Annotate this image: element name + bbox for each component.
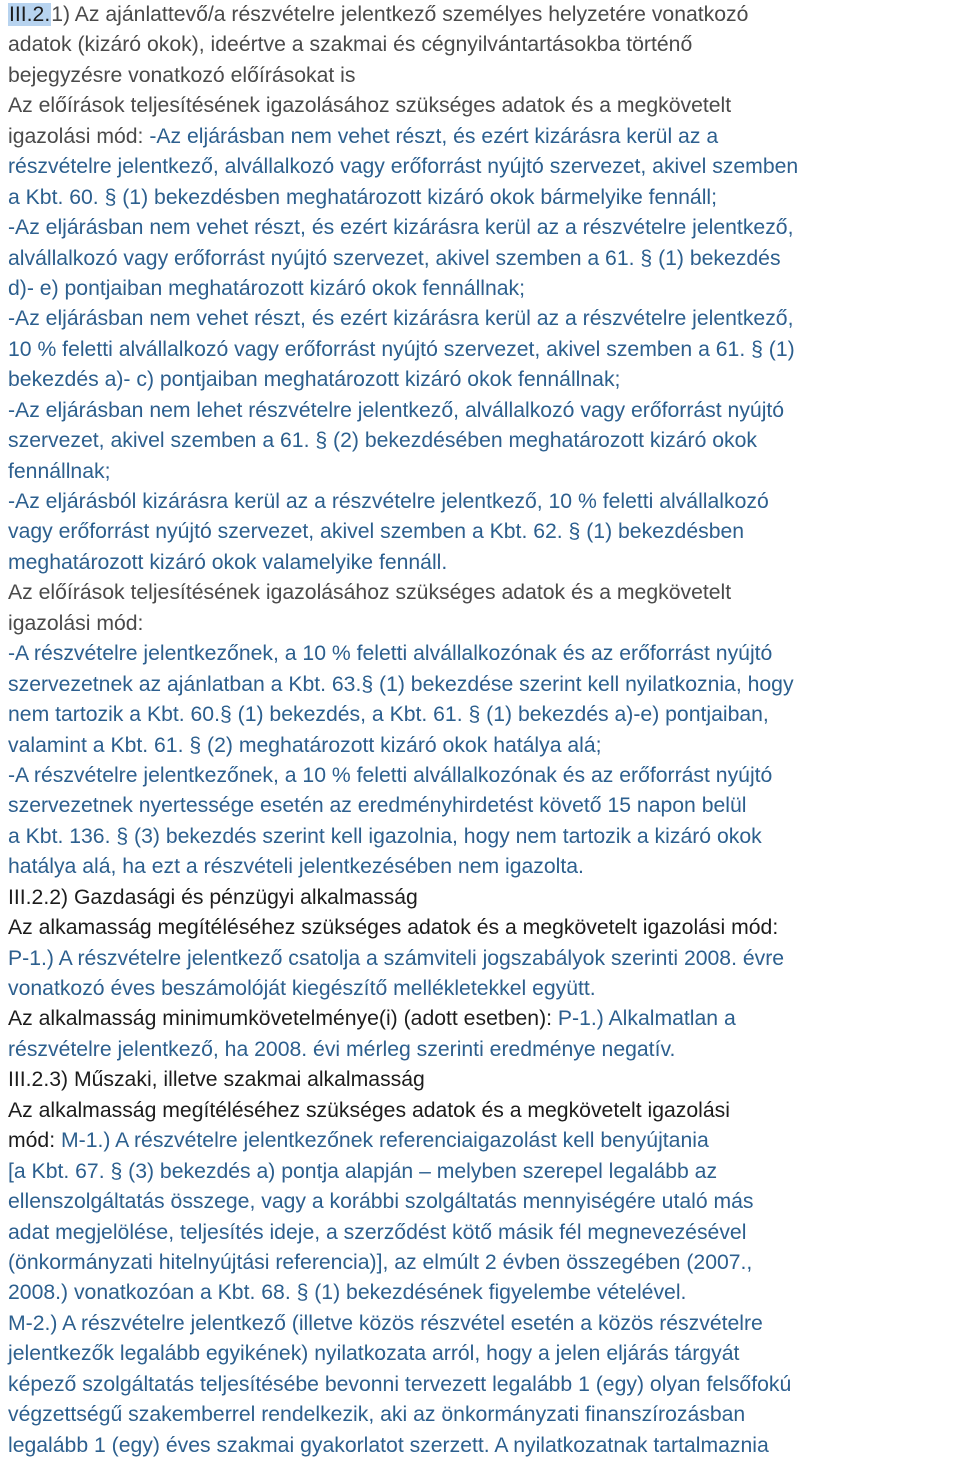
text-segment: (önkormányzati hitelnyújtási referencia)], az elmúlt 2 évben összegében (2007., [8,1250,753,1274]
text-segment: Az alkalmasság minimumkövetelménye(i) (adott esetben): [8,1007,558,1031]
text-line [8,1370,954,1400]
text-line [8,61,954,91]
text-line [8,457,954,487]
text-segment: hatálya alá, ha ezt a részvételi jelentkezésében nem igazolta. [8,855,584,879]
text-line [8,1218,954,1248]
text-segment: -A részvételre jelentkezőnek, a 10 % feletti alvállalkozónak és az erőforrást nyújtó [8,763,773,787]
text-line [8,578,954,608]
text-segment: ellenszolgáltatás összege, vagy a korábbi szolgáltatás mennyiségére utaló más [8,1190,754,1214]
highlighted-text: III.2. [9,3,51,26]
text-line [8,1187,954,1217]
text-segment: -A részvételre jelentkezőnek, a 10 % feletti alvállalkozónak és az erőforrást nyújtó [8,642,773,666]
text-segment: -Az eljárásban nem vehet részt, és ezért kizárásra kerül az a [149,124,719,148]
text-segment: szervezetnek az ajánlatban a Kbt. 63.§ (1) bekezdése szerint kell nyilatkoznia, hogy [8,672,794,696]
text-segment: Az alkamasság megítéléséhez szükséges adatok és a megkövetelt igazolási mód: [8,916,779,940]
text-segment: -Az eljárásban nem vehet részt, és ezért kizárásra kerül az a részvételre jelentkező, [8,216,794,240]
text-line [8,426,954,456]
text-line [8,152,954,182]
text-segment: Az alkalmasság megítéléséhez szükséges adatok és a megkövetelt igazolási [8,1098,730,1122]
text-line [8,30,954,60]
text-line [8,913,954,943]
text-segment: jelentkezők legalább egyikének) nyilatkozata arról, hogy a jelen eljárás tárgyát [8,1342,740,1366]
text-line [8,1339,954,1369]
text-segment: meghatározott kizáró okok valamelyike fennáll. [8,550,448,574]
text-line [8,639,954,669]
text-line [8,1035,954,1065]
text-segment: igazolási mód: [8,611,144,635]
text-line [8,122,954,152]
text-line [8,1126,954,1156]
text-line [8,852,954,882]
text-segment: képező szolgáltatás teljesítésébe bevonni tervezett legalább 1 (egy) olyan felsőfokú [8,1372,792,1396]
text-line [8,335,954,365]
text-segment: P-1.) A részvételre jelentkező csatolja a számviteli jogszabályok szerinti 2008. évre [8,946,785,970]
text-line [8,609,954,639]
text-segment: 1) Az ajánlattevő/a részvételre jelentkező személyes helyzetére vonatkozó [51,3,749,26]
text-line [8,396,954,426]
text-segment: valamint a Kbt. 61. § (2) meghatározott kizáró okok hatálya alá; [8,733,602,757]
text-line [8,304,954,334]
text-line [8,365,954,395]
text-line [8,1400,954,1430]
text-segment: [a Kbt. 67. § (3) bekezdés a) pontja alapján – melyben szerepel legalább az [8,1159,718,1183]
text-line [8,487,954,517]
text-line [8,731,954,761]
text-line [8,1004,954,1034]
text-segment: M-1.) A részvételre jelentkezőnek referenciaigazolást kell benyújtania [61,1129,709,1153]
text-segment: nem tartozik a Kbt. 60.§ (1) bekezdés, a Kbt. 61. § (1) bekezdés a)-e) pontjaiban, [8,703,769,727]
text-segment: 2008.) vonatkozóan a Kbt. 68. § (1) bekezdésének figyelembe vételével. [8,1281,687,1305]
text-segment: -Az eljárásban nem lehet részvételre jelentkező, alvállalkozó vagy erőforrást nyújtó [8,398,785,422]
text-segment: -Az eljárásban nem vehet részt, és ezért kizárásra kerül az a részvételre jelentkező, [8,307,794,331]
text-line [8,883,954,913]
text-line [8,91,954,121]
text-segment: szervezetnek nyertessége esetén az eredményhirdetést követő 15 napon belül [8,794,747,818]
text-segment: legalább 1 (egy) éves szakmai gyakorlatot szerzett. A nyilatkozatnak tartalmaznia [8,1433,769,1457]
text-line [8,1431,954,1461]
text-line [8,1096,954,1126]
text-segment: részvételre jelentkező, ha 2008. évi mérleg szerinti eredménye negatív. [8,1037,676,1061]
text-line [8,0,954,30]
text-line [8,944,954,974]
text-line [8,517,954,547]
text-segment: mód: [8,1129,61,1153]
text-segment: fennállnak; [8,459,111,483]
text-segment: a Kbt. 60. § (1) bekezdésben meghatározott kizáró okok bármelyike fennáll; [8,185,717,209]
text-line [8,548,954,578]
text-line [8,183,954,213]
text-segment: 10 % feletti alvállalkozó vagy erőforrást nyújtó szervezet, akivel szemben a 61. § (1) [8,337,795,361]
text-segment: -Az eljárásból kizárásra kerül az a részvételre jelentkező, 10 % feletti alvállalkozó [8,490,769,513]
text-segment: igazolási mód: [8,124,150,148]
text-segment: végzettségű szakemberrel rendelkezik, aki az önkormányzati finanszírozásban [8,1403,746,1427]
text-segment: alvállalkozó vagy erőforrást nyújtó szervezet, akivel szemben a 61. § (1) bekezdés [8,246,781,270]
text-segment: d)- e) pontjaiban meghatározott kizáró okok fennállnak; [8,276,526,300]
text-line [8,822,954,852]
text-line [8,213,954,243]
text-segment: vonatkozó éves beszámolóját kiegészítő mellékletekkel együtt. [8,977,596,1000]
text-line [8,974,954,1004]
text-line [8,1065,954,1095]
text-segment: részvételre jelentkező, alvállalkozó vagy erőforrást nyújtó szervezet, akivel szemben [8,155,799,179]
text-segment: III.2.2) Gazdasági és pénzügyi alkalmasság [8,885,418,909]
text-segment: adatok (kizáró okok), ideértve a szakmai és cégnyilvántartásokba történő [8,33,693,57]
text-segment: bejegyzésre vonatkozó előírásokat is [8,63,356,87]
text-line [8,1248,954,1278]
text-segment: Az előírások teljesítésének igazolásához szükséges adatok és a megkövetelt [8,581,732,605]
text-segment: vagy erőforrást nyújtó szervezet, akivel szemben a Kbt. 62. § (1) bekezdésben [8,520,745,544]
text-line [8,1278,954,1308]
text-line [8,670,954,700]
text-segment: a Kbt. 136. § (3) bekezdés szerint kell igazolnia, hogy nem tartozik a kizáró okok [8,824,762,848]
text-segment: M-2.) A részvételre jelentkező (illetve közös részvétel esetén a közös részvételre [8,1311,763,1335]
text-line [8,244,954,274]
text-line [8,274,954,304]
text-line [8,761,954,791]
text-line [8,1309,954,1339]
text-line [8,791,954,821]
text-segment: P-1.) Alkalmatlan a [557,1007,736,1031]
text-segment: III.2.3) Műszaki, illetve szakmai alkalmasság [8,1068,425,1092]
text-line [8,1157,954,1187]
document-page [8,0,954,1461]
text-segment: bekezdés a)- c) pontjaiban meghatározott kizáró okok fennállnak; [8,368,621,392]
text-segment: adat megjelölése, teljesítés ideje, a szerződést kötő másik fél megnevezésével [8,1220,747,1244]
text-line [8,700,954,730]
text-segment: Az előírások teljesítésének igazolásához szükséges adatok és a megkövetelt [8,94,732,118]
text-segment: szervezet, akivel szemben a 61. § (2) bekezdésében meghatározott kizáró okok [8,429,758,453]
